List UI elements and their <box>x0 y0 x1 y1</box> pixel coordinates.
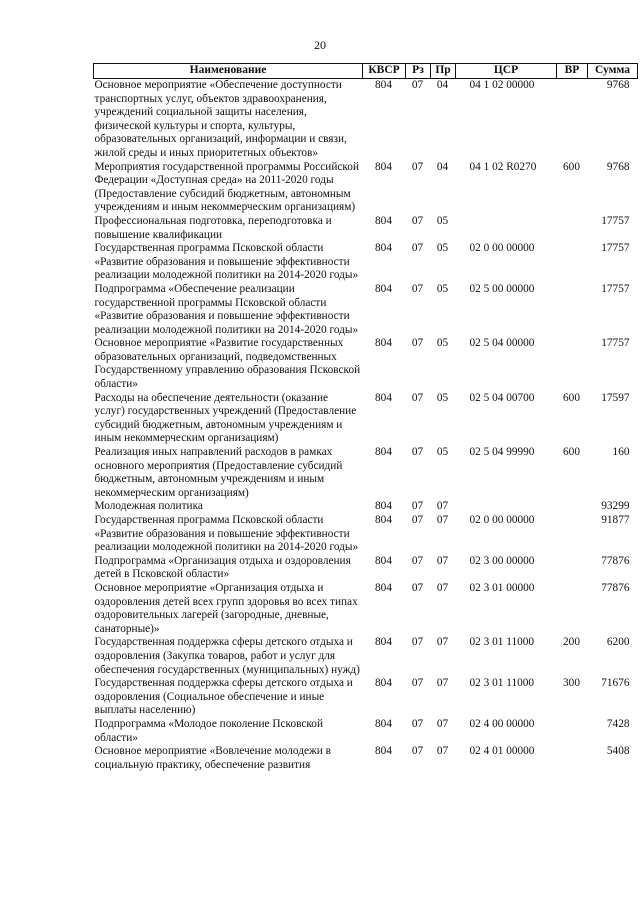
cell-sum: 6200 <box>606 636 630 649</box>
table-row <box>94 718 638 745</box>
header-sum: Сумма <box>588 64 638 79</box>
cell-vr: 200 <box>563 636 580 649</box>
table-row <box>94 677 638 718</box>
cell-rz: 07 <box>411 514 424 526</box>
table-row <box>94 555 638 582</box>
cell-pr: 05 <box>436 391 449 404</box>
cell-name: Мероприятия государственной программы Российской Федерации «Доступная среда» на 2011-2020 годы (Предоставление субсидий бюджетным, автономным учреждениям и иным некоммерческим организациям) <box>94 160 360 214</box>
cell-sum: 5408 <box>606 745 630 758</box>
cell-vr <box>557 582 588 636</box>
cell-kvsr: 804 <box>375 446 392 459</box>
cell-vr <box>557 500 588 514</box>
table-row <box>94 392 638 446</box>
cell-name: Государственная поддержка сферы детского отдыха и оздоровления (Закупка товаров, работ и услуг для обеспечения государственных (муниципальных) нужд) <box>94 636 360 676</box>
cell-rz: 07 <box>411 242 424 255</box>
cell-kvsr: 804 <box>375 242 392 255</box>
cell-kvsr: 804 <box>375 79 392 91</box>
cell-sum: 17597 <box>601 391 630 404</box>
cell-pr: 07 <box>436 745 449 758</box>
cell-sum: 9768 <box>606 160 630 173</box>
table-row <box>94 514 638 555</box>
cell-name: Расходы на обеспечение деятельности (оказание услуг) государственных учреждений (Предоставление субсидий бюджетным, автономным учреждениям и иным некоммерческим организациям) <box>94 391 357 445</box>
cell-vr <box>557 718 588 745</box>
cell-rz: 07 <box>411 79 424 91</box>
cell-pr: 07 <box>436 717 449 730</box>
table-body <box>94 79 638 773</box>
header-kvsr: КВСР <box>363 64 406 79</box>
cell-csr: 02 5 04 99990 <box>469 446 535 459</box>
cell-csr: 02 0 00 00000 <box>469 514 535 526</box>
cell-name: Подпрограмма «Организация отдыха и оздоровления детей в Псковской области» <box>94 554 351 581</box>
cell-pr: 05 <box>436 214 449 227</box>
cell-kvsr: 804 <box>375 636 392 649</box>
cell-vr <box>557 79 588 161</box>
cell-rz: 07 <box>411 160 424 173</box>
cell-csr: 02 5 04 00700 <box>469 391 535 404</box>
cell-csr: 02 4 01 00000 <box>469 745 535 758</box>
cell-sum: 17757 <box>601 242 630 255</box>
cell-pr: 07 <box>436 554 449 567</box>
cell-name: Основное мероприятие «Вовлечение молодежи в социальную практику, обеспечение развития <box>94 745 331 771</box>
header-csr: ЦСР <box>456 64 557 79</box>
cell-rz: 07 <box>411 282 424 295</box>
cell-kvsr: 804 <box>375 337 392 350</box>
table-row <box>94 215 638 242</box>
cell-csr: 02 5 00 00000 <box>469 282 535 295</box>
cell-sum: 91877 <box>601 514 630 526</box>
table-row <box>94 745 638 772</box>
cell-csr: 02 3 01 00000 <box>469 581 535 594</box>
cell-csr: 04 1 02 R0270 <box>469 160 537 173</box>
cell-kvsr: 804 <box>375 214 392 227</box>
cell-kvsr: 804 <box>375 500 392 513</box>
cell-kvsr: 804 <box>375 514 392 526</box>
cell-vr: 600 <box>563 446 580 459</box>
cell-vr <box>557 745 588 772</box>
table-row <box>94 161 638 215</box>
cell-kvsr: 804 <box>375 160 392 173</box>
cell-name: Государственная программа Псковской области «Развитие образования и повышение эффективности реализации молодежной политики на 2014-2020 годы» <box>94 514 359 554</box>
table-row <box>94 79 638 161</box>
cell-pr: 07 <box>436 636 449 649</box>
cell-vr <box>557 283 588 337</box>
cell-csr: 02 5 04 00000 <box>469 337 535 350</box>
cell-name: Государственная поддержка сферы детского отдыха и оздоровления (Социальное обеспечение и иные выплаты населению) <box>94 677 353 717</box>
cell-name: Основное мероприятие «Развитие государственных образовательных организаций, подведомственных Государственному управлению образования Псковской области» <box>94 337 361 391</box>
cell-vr: 300 <box>563 677 580 690</box>
cell-pr: 05 <box>436 337 449 350</box>
cell-sum: 17757 <box>601 337 630 350</box>
cell-kvsr: 804 <box>375 581 392 594</box>
cell-rz: 07 <box>411 581 424 594</box>
cell-pr: 07 <box>436 500 449 513</box>
cell-vr <box>557 514 588 555</box>
cell-csr: 02 0 00 00000 <box>469 242 535 255</box>
cell-pr: 07 <box>436 581 449 594</box>
cell-name: Подпрограмма «Обеспечение реализации государственной программы Псковской области «Развитие образования и повышение эффективности реализации молодежной политики на 2014-2020 годы» <box>94 282 359 336</box>
cell-csr: 04 1 02 00000 <box>469 79 535 91</box>
header-pr: Пр <box>431 64 456 79</box>
cell-vr <box>557 215 588 242</box>
cell-sum: 17757 <box>601 214 630 227</box>
cell-csr <box>456 215 557 242</box>
cell-rz: 07 <box>411 214 424 227</box>
cell-kvsr: 804 <box>375 391 392 404</box>
table-row <box>94 500 638 514</box>
table-row <box>94 283 638 337</box>
header-vr: ВР <box>557 64 588 79</box>
cell-sum: 160 <box>612 446 630 459</box>
cell-sum: 77876 <box>601 554 630 567</box>
cell-rz: 07 <box>411 554 424 567</box>
cell-csr: 02 3 01 11000 <box>469 677 535 690</box>
cell-pr: 05 <box>436 282 449 295</box>
cell-name: Основное мероприятие «Организация отдыха и оздоровления детей всех групп здоровья во всех типах оздоровительных лагерей (загородные, дневные, санаторные)» <box>94 581 358 635</box>
cell-pr: 05 <box>436 446 449 459</box>
cell-csr: 02 3 01 11000 <box>469 636 535 649</box>
cell-rz: 07 <box>411 677 424 690</box>
cell-kvsr: 804 <box>375 745 392 758</box>
cell-rz: 07 <box>411 446 424 459</box>
cell-vr <box>557 242 588 283</box>
cell-kvsr: 804 <box>375 282 392 295</box>
cell-rz: 07 <box>411 500 424 513</box>
table-row <box>94 242 638 283</box>
cell-csr: 02 4 00 00000 <box>469 717 535 730</box>
cell-vr <box>557 337 588 391</box>
cell-vr <box>557 555 588 582</box>
cell-csr: 02 3 00 00000 <box>469 554 535 567</box>
cell-rz: 07 <box>411 745 424 758</box>
cell-rz: 07 <box>411 717 424 730</box>
cell-vr: 600 <box>563 391 580 404</box>
cell-sum: 7428 <box>606 717 630 730</box>
cell-name: Молодежная политика <box>94 500 203 513</box>
table-header-row <box>94 64 638 79</box>
cell-rz: 07 <box>411 337 424 350</box>
cell-name: Реализация иных направлений расходов в рамках основного мероприятия (Предоставление субсидий бюджетным, автономным учреждениям и иным некоммерческим организациям) <box>94 446 343 499</box>
table-row <box>94 337 638 391</box>
page-number: 20 <box>314 38 326 52</box>
cell-kvsr: 804 <box>375 717 392 730</box>
cell-pr: 05 <box>436 242 449 255</box>
budget-table <box>93 63 638 772</box>
cell-rz: 07 <box>411 636 424 649</box>
cell-sum: 17757 <box>601 282 630 295</box>
cell-kvsr: 804 <box>375 554 392 567</box>
cell-kvsr: 804 <box>375 677 392 690</box>
cell-pr: 04 <box>436 79 449 91</box>
cell-pr: 07 <box>436 677 449 690</box>
cell-name: Профессиональная подготовка, переподготовка и повышение квалификации <box>94 214 332 241</box>
cell-vr: 600 <box>563 160 580 173</box>
header-rz: Рз <box>406 64 431 79</box>
cell-name: Подпрограмма «Молодое поколение Псковской области» <box>94 717 323 744</box>
cell-sum: 71676 <box>601 677 630 690</box>
cell-csr <box>456 500 557 514</box>
cell-name: Основное мероприятие «Обеспечение доступности транспортных услуг, объектов здравоохранения, учреждений социальной защиты населения, физической культуры и спорта, культуры, образовательных организаций, информации и связи, жилой среды и иных приоритетных объектов» <box>94 79 347 159</box>
cell-pr: 04 <box>436 160 449 173</box>
table-row <box>94 446 638 500</box>
table-row <box>94 636 638 677</box>
cell-name: Государственная программа Псковской области «Развитие образования и повышение эффективности реализации молодежной политики на 2014-2020 годы» <box>94 242 359 282</box>
cell-sum: 9768 <box>606 79 630 91</box>
header-name: Наименование <box>94 64 363 79</box>
cell-sum: 77876 <box>601 581 630 594</box>
cell-pr: 07 <box>436 514 449 526</box>
table-row <box>94 582 638 636</box>
cell-rz: 07 <box>411 391 424 404</box>
cell-sum: 93299 <box>601 500 630 513</box>
